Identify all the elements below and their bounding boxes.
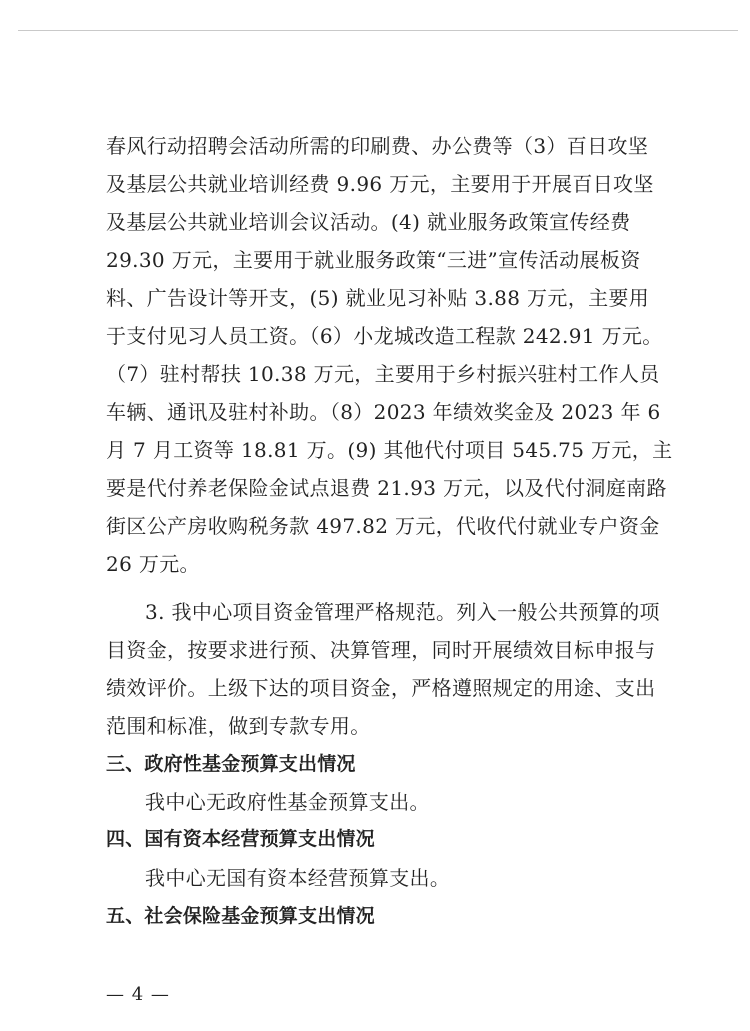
body-line: 要是代付养老保险金试点退费 21.93 万元，以及代付洞庭南路 (106, 476, 667, 500)
page-number: — 4 — (106, 984, 170, 1005)
body-line: 26 万元。 (106, 552, 200, 576)
body-line: 于支付见习人员工资。（6）小龙城改造工程款 242.91 万元。 (106, 324, 663, 348)
body-line: 车辆、通讯及驻村补助。（8）2023 年绩效奖金及 2023 年 6 (106, 400, 661, 424)
section-text-government-fund: 我中心无政府性基金预算支出。 (145, 790, 430, 814)
body-line: （7）驻村帮扶 10.38 万元，主要用于乡村振兴驻村工作人员 (106, 362, 660, 386)
body-line: 春风行动招聘会活动所需的印刷费、办公费等（3）百日攻坚 (106, 134, 649, 158)
body-line: 及基层公共就业培训会议活动。(4) 就业服务政策宣传经费 (106, 210, 631, 234)
body-line: 月 7 月工资等 18.81 万。(9) 其他代付项目 545.75 万元，主 (106, 438, 673, 462)
paragraph-line: 绩效评价。上级下达的项目资金，严格遵照规定的用途、支出 (106, 676, 656, 700)
section-heading-state-capital: 四、国有资本经营预算支出情况 (106, 828, 375, 850)
paragraph-line: 范围和标准，做到专款专用。 (106, 714, 371, 738)
body-line: 29.30 万元，主要用于就业服务政策“三进”宣传活动展板资 (106, 248, 641, 272)
top-rule (18, 30, 738, 31)
section-heading-social-insurance: 五、社会保险基金预算支出情况 (106, 905, 375, 927)
paragraph-line: 目资金，按要求进行预、决算管理，同时开展绩效目标申报与 (106, 638, 656, 662)
paragraph-line: 3. 我中心项目资金管理严格规范。列入一般公共预算的项 (145, 600, 660, 624)
body-line: 料、广告设计等开支，(5) 就业见习补贴 3.88 万元，主要用 (106, 286, 650, 310)
body-line: 街区公产房收购税务款 497.82 万元，代收代付就业专户资金 (106, 514, 660, 538)
section-text-state-capital: 我中心无国有资本经营预算支出。 (145, 866, 451, 890)
section-heading-government-fund: 三、政府性基金预算支出情况 (106, 753, 356, 775)
body-line: 及基层公共就业培训经费 9.96 万元，主要用于开展百日攻坚 (106, 172, 654, 196)
